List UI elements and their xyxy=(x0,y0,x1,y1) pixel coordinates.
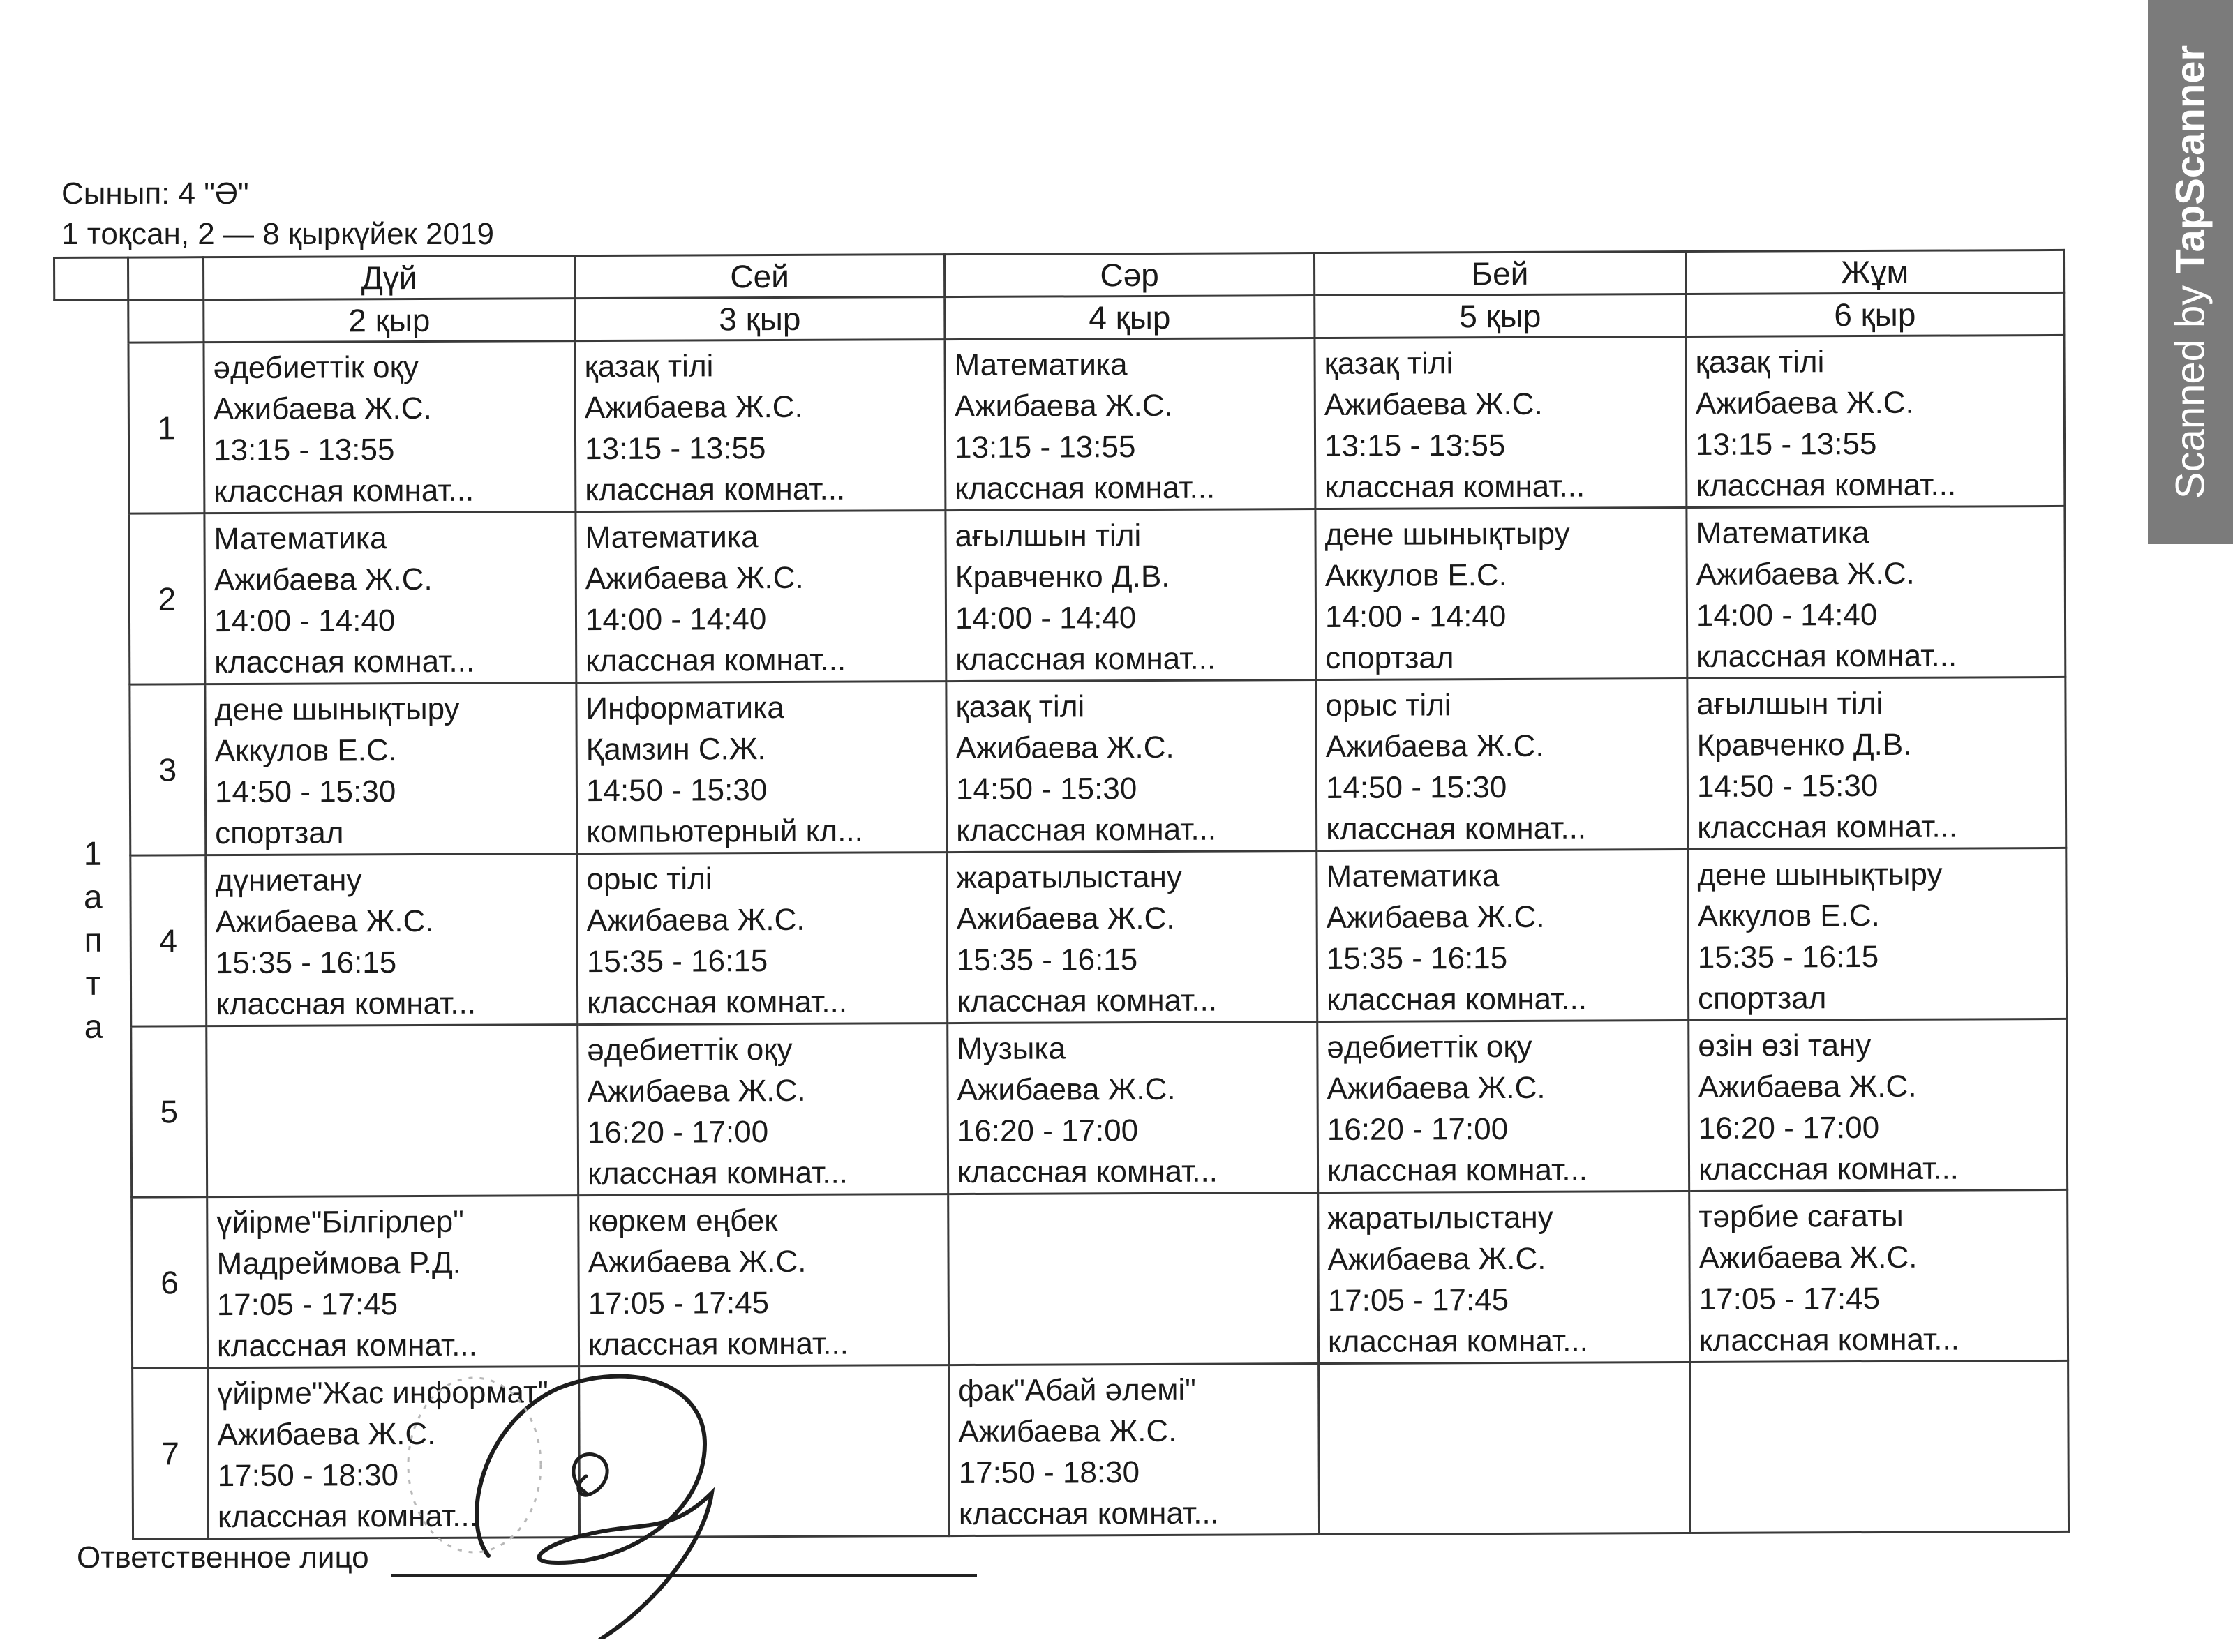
lesson-time: 13:15 - 13:55 xyxy=(954,430,1136,465)
lesson-room: классная комнат... xyxy=(585,472,846,508)
responsible-person-label: Ответственное лицо xyxy=(77,1540,369,1575)
lesson-teacher xyxy=(1328,1409,1689,1451)
lesson-time: 15:35 - 16:15 xyxy=(586,944,768,979)
lesson-time: 16:20 - 17:00 xyxy=(957,1113,1139,1149)
lesson-room: компьютерный кл... xyxy=(586,813,863,850)
lesson-room: классная комнат... xyxy=(587,984,848,1021)
lesson-teacher: Мадреймова Р.Д. xyxy=(216,1245,462,1282)
lesson-teacher: Ажибаева Ж.С. xyxy=(1698,1240,1918,1275)
lesson-teacher: Аккулов Е.С. xyxy=(1324,558,1508,594)
lesson-room: классная комнат... xyxy=(216,1328,478,1364)
lesson-teacher: Ажибаева Ж.С. xyxy=(1696,556,1915,592)
lesson-number: 5 xyxy=(131,1026,207,1197)
lesson-number: 3 xyxy=(130,684,206,855)
week-label-char: а xyxy=(83,878,103,916)
date-header: 4 қыр xyxy=(945,296,1315,340)
lesson-number: 7 xyxy=(133,1368,209,1539)
lesson-time: 15:35 - 16:15 xyxy=(1697,939,1879,975)
faded-stamp xyxy=(408,1378,541,1552)
lesson-row xyxy=(59,1360,2069,1539)
lesson-room: классная комнат... xyxy=(957,1154,1218,1190)
lesson-room xyxy=(1329,1491,1689,1533)
lesson-teacher: Ажибаева Ж.С. xyxy=(213,391,432,427)
lesson-time: 13:15 - 13:55 xyxy=(1324,428,1506,464)
lesson-number: 2 xyxy=(129,513,205,684)
lesson-cell xyxy=(577,853,948,1025)
lesson-room: классная комнат... xyxy=(1696,467,1957,503)
lesson-room xyxy=(958,1321,1317,1364)
lesson-cell xyxy=(1689,1189,2068,1362)
lesson-teacher: Ажибаева Ж.С. xyxy=(588,1244,807,1280)
lesson-room: классная комнат... xyxy=(1698,1322,1960,1358)
lesson-time: 14:00 - 14:40 xyxy=(955,601,1137,636)
lesson-teacher: Ажибаева Ж.С. xyxy=(958,1413,1177,1450)
lesson-room: классная комнат... xyxy=(588,1326,849,1362)
date-header: 6 қыр xyxy=(1686,292,2064,336)
lesson-time xyxy=(958,1280,1317,1323)
watermark-brand: TapScanner xyxy=(2167,45,2213,274)
lesson-teacher xyxy=(1699,1407,2067,1450)
lesson-cell xyxy=(1690,1360,2069,1533)
lesson-subject: ағылшын тілі xyxy=(1696,686,1883,721)
lesson-teacher: Ажибаева Ж.С. xyxy=(1325,728,1544,765)
lesson-subject: фак"Абай әлемі" xyxy=(958,1372,1196,1409)
lesson-subject xyxy=(1328,1367,1689,1410)
lesson-room: классная комнат... xyxy=(587,1155,849,1192)
lesson-time: 14:50 - 15:30 xyxy=(214,774,396,810)
lesson-room: классная комнат... xyxy=(955,470,1216,506)
lesson-room: классная комнат... xyxy=(1696,638,1957,674)
lesson-row xyxy=(54,335,2065,513)
lesson-time: 14:50 - 15:30 xyxy=(585,773,768,809)
lesson-cell xyxy=(204,341,576,513)
day-header: Сей xyxy=(575,255,945,299)
corner-cell xyxy=(54,257,128,300)
lesson-time xyxy=(216,1112,577,1155)
lesson-subject: әдебиеттік оқу xyxy=(213,350,419,386)
lesson-time: 17:50 - 18:30 xyxy=(217,1458,399,1494)
lesson-room: классная комнат... xyxy=(1327,982,1588,1017)
lesson-time: 17:50 - 18:30 xyxy=(958,1455,1140,1491)
lesson-subject: Музыка xyxy=(957,1031,1066,1067)
lesson-subject xyxy=(216,1030,576,1072)
lesson-time: 13:15 - 13:55 xyxy=(584,431,766,467)
lesson-subject: орыс тілі xyxy=(1325,688,1451,723)
lesson-time: 14:50 - 15:30 xyxy=(1325,770,1507,806)
week-label xyxy=(54,343,133,1539)
lesson-teacher: Қамзин С.Ж. xyxy=(585,732,766,767)
lesson-teacher: Аккулов Е.С. xyxy=(214,733,398,769)
lesson-cell xyxy=(945,338,1315,511)
lesson-subject: Математика xyxy=(585,520,759,555)
handwritten-signature xyxy=(377,1312,879,1639)
lesson-subject: Математика xyxy=(1696,516,1869,550)
lesson-teacher: Ажибаева Ж.С. xyxy=(1698,1069,1917,1104)
week-label-char: т xyxy=(85,965,101,1003)
period-label: 1 тоқсан, 2 — 8 қыркүйек 2019 xyxy=(61,217,494,251)
lesson-cell xyxy=(946,680,1317,853)
lesson-room: классная комнат... xyxy=(958,1496,1219,1532)
lesson-room: классная комнат... xyxy=(1698,1151,1959,1187)
lesson-teacher: Ажибаева Ж.С. xyxy=(584,389,803,426)
lesson-teacher: Ажибаева Ж.С. xyxy=(587,1073,806,1109)
lesson-cell xyxy=(1317,1021,1689,1193)
week-label-char: 1 xyxy=(83,835,103,873)
lesson-time xyxy=(1329,1450,1689,1492)
lesson-subject: қазақ тілі xyxy=(584,349,714,384)
week-label-char: а xyxy=(84,1008,103,1046)
lesson-subject: қазақ тілі xyxy=(1324,346,1454,382)
lesson-subject: әдебиеттік оқу xyxy=(587,1032,793,1068)
lesson-subject: жаратылыстану xyxy=(1327,1200,1553,1236)
lesson-subject: жаратылыстану xyxy=(956,859,1182,896)
lesson-cell xyxy=(949,1364,1320,1536)
lesson-teacher: Ажибаева Ж.С. xyxy=(1327,1241,1546,1277)
lesson-subject: қазақ тілі xyxy=(1695,345,1825,380)
lesson-cell xyxy=(1318,1192,1690,1364)
lesson-teacher: Ажибаева Ж.С. xyxy=(214,562,433,598)
lesson-teacher: Ажибаева Ж.С. xyxy=(1324,386,1543,423)
lesson-subject xyxy=(1699,1366,2067,1409)
lesson-subject: өзін өзі тану xyxy=(1698,1028,1872,1063)
lesson-teacher xyxy=(957,1239,1317,1282)
lesson-cell xyxy=(1319,1362,1691,1535)
lesson-cell xyxy=(1317,850,1689,1022)
lesson-subject: үйірме"Жас информат" xyxy=(217,1375,548,1411)
day-header: Жұм xyxy=(1685,250,2063,294)
lesson-subject: дене шынықтыру xyxy=(1697,857,1943,892)
watermark-banner xyxy=(2148,0,2233,544)
lesson-time xyxy=(1700,1448,2068,1491)
lesson-time: 17:05 - 17:45 xyxy=(216,1287,398,1323)
lesson-row xyxy=(55,506,2066,684)
lesson-cell xyxy=(1688,848,2067,1020)
lesson-time: 14:00 - 14:40 xyxy=(1324,599,1507,635)
date-header: 2 қыр xyxy=(204,299,575,343)
day-header: Сәр xyxy=(944,253,1314,297)
lesson-teacher: Ажибаева Ж.С. xyxy=(1695,385,1914,421)
lesson-subject: Математика xyxy=(214,521,387,557)
day-header: Дүй xyxy=(204,256,575,300)
lesson-time: 15:35 - 16:15 xyxy=(1326,941,1508,977)
lesson-teacher: Ажибаева Ж.С. xyxy=(956,901,1175,937)
day-header-row xyxy=(54,250,2064,300)
lesson-time: 16:20 - 17:00 xyxy=(1698,1110,1880,1146)
lesson-teacher: Ажибаева Ж.С. xyxy=(586,902,805,938)
lesson-number: 4 xyxy=(130,855,207,1026)
lesson-time: 13:15 - 13:55 xyxy=(213,433,395,468)
lesson-subject: Математика xyxy=(1326,859,1500,894)
lesson-subject: дүниетану xyxy=(215,863,362,899)
lesson-room: классная комнат... xyxy=(956,812,1217,848)
lesson-time: 14:00 - 14:40 xyxy=(214,603,396,639)
lesson-time: 17:05 - 17:45 xyxy=(588,1286,770,1321)
lesson-teacher: Ажибаева Ж.С. xyxy=(957,1072,1176,1108)
date-header: 5 қыр xyxy=(1315,294,1686,338)
watermark-prefix: Scanned by xyxy=(2167,273,2213,500)
lesson-cell xyxy=(204,512,576,684)
lesson-subject: ағылшын тілі xyxy=(955,518,1142,554)
lesson-room: классная комнат... xyxy=(214,473,475,509)
lesson-subject: дене шынықтыру xyxy=(1324,516,1570,553)
lesson-cell xyxy=(575,340,946,512)
lesson-time: 17:05 - 17:45 xyxy=(1327,1283,1509,1318)
week-label-char: п xyxy=(84,922,103,959)
lesson-cell xyxy=(205,683,577,855)
lesson-cell xyxy=(578,1023,948,1196)
lesson-time: 15:35 - 16:15 xyxy=(215,945,397,981)
lesson-room xyxy=(1700,1489,2068,1532)
lesson-teacher: Ажибаева Ж.С. xyxy=(954,388,1173,424)
lesson-room: классная комнат... xyxy=(955,641,1216,677)
watermark-text xyxy=(2167,45,2214,499)
lesson-time: 15:35 - 16:15 xyxy=(956,943,1138,978)
lesson-cell xyxy=(948,1022,1318,1194)
lesson-cell xyxy=(1687,677,2066,849)
lesson-room: классная комнат... xyxy=(217,1499,478,1535)
lesson-room: спортзал xyxy=(1325,640,1454,676)
class-label: Сынып: 4 "Ә" xyxy=(61,177,249,211)
lesson-cell xyxy=(1689,1019,2068,1191)
lesson-cell xyxy=(206,854,578,1026)
lesson-room: классная комнат... xyxy=(957,983,1218,1019)
lesson-teacher: Ажибаева Ж.С. xyxy=(215,903,434,940)
lesson-number: 6 xyxy=(132,1197,208,1368)
lesson-subject: дене шынықтыру xyxy=(214,691,460,728)
lesson-number: 1 xyxy=(128,343,204,513)
lesson-row xyxy=(56,677,2066,855)
lesson-room: классная комнат... xyxy=(1327,1152,1588,1188)
lesson-teacher: Кравченко Д.В. xyxy=(1696,727,1912,763)
corner-cell xyxy=(128,257,204,300)
lesson-cell xyxy=(207,1025,578,1197)
lesson-cell xyxy=(1315,337,1687,509)
lesson-time: 14:00 - 14:40 xyxy=(585,602,767,638)
lesson-time: 14:50 - 15:30 xyxy=(1696,768,1879,804)
lesson-cell xyxy=(948,1193,1319,1365)
lesson-cell xyxy=(1686,335,2065,507)
lesson-room: классная комнат... xyxy=(1327,1323,1589,1359)
lesson-subject: көркем еңбек xyxy=(588,1203,778,1239)
lesson-subject: Математика xyxy=(954,347,1128,383)
lesson-teacher: Ажибаева Ж.С. xyxy=(955,730,1174,766)
lesson-subject xyxy=(957,1198,1317,1240)
lesson-cell xyxy=(576,682,947,854)
lesson-time: 16:20 - 17:00 xyxy=(587,1115,769,1150)
lesson-teacher: Ажибаева Ж.С. xyxy=(1326,899,1545,936)
date-header-row xyxy=(54,292,2064,343)
lesson-row xyxy=(57,848,2067,1026)
lesson-cell xyxy=(1687,506,2066,678)
lesson-room xyxy=(216,1153,577,1196)
lesson-teacher: Ажибаева Ж.С. xyxy=(1327,1070,1546,1106)
lesson-teacher: Ажибаева Ж.С. xyxy=(585,560,804,596)
lesson-row xyxy=(57,1019,2068,1197)
lesson-subject: қазақ тілі xyxy=(955,689,1085,725)
lesson-time: 14:00 - 14:40 xyxy=(1696,597,1878,633)
lesson-time: 17:05 - 17:45 xyxy=(1698,1281,1881,1316)
lesson-room: спортзал xyxy=(1698,981,1827,1016)
lesson-room: классная комнат... xyxy=(1326,811,1587,847)
lesson-subject: әдебиеттік оқу xyxy=(1327,1029,1532,1065)
lesson-subject: үйірме"Білгірлер" xyxy=(216,1204,464,1240)
lesson-cell xyxy=(1316,679,1688,851)
lesson-room: классная комнат... xyxy=(1697,809,1958,845)
lesson-cell xyxy=(1315,508,1687,680)
lesson-time: 14:50 - 15:30 xyxy=(955,772,1137,807)
lesson-room: классная комнат... xyxy=(214,644,475,680)
lesson-room: спортзал xyxy=(215,816,344,851)
lesson-time: 13:15 - 13:55 xyxy=(1695,426,1877,462)
lesson-teacher xyxy=(216,1071,576,1113)
schedule-table xyxy=(53,249,2070,1540)
lesson-cell xyxy=(946,509,1316,682)
day-header: Бей xyxy=(1314,252,1685,296)
lesson-subject: Информатика xyxy=(585,690,784,726)
lesson-teacher: Ажибаева Ж.С. xyxy=(217,1416,436,1452)
date-header: 3 қыр xyxy=(575,297,945,341)
lesson-room: классная комнат... xyxy=(585,643,846,679)
lesson-teacher: Кравченко Д.В. xyxy=(955,559,1170,595)
lesson-subject: тәрбие сағаты xyxy=(1698,1199,1904,1234)
lesson-cell xyxy=(576,511,946,683)
lesson-time: 16:20 - 17:00 xyxy=(1327,1112,1509,1147)
lesson-teacher: Аккулов Е.С. xyxy=(1697,898,1880,933)
lesson-cell xyxy=(947,851,1317,1023)
lesson-room: классная комнат... xyxy=(216,986,477,1022)
lesson-subject: орыс тілі xyxy=(586,862,712,897)
corner-cell xyxy=(128,300,204,343)
lesson-row xyxy=(58,1189,2068,1368)
blank-cell xyxy=(54,300,128,343)
lesson-room: классная комнат... xyxy=(1324,469,1585,505)
